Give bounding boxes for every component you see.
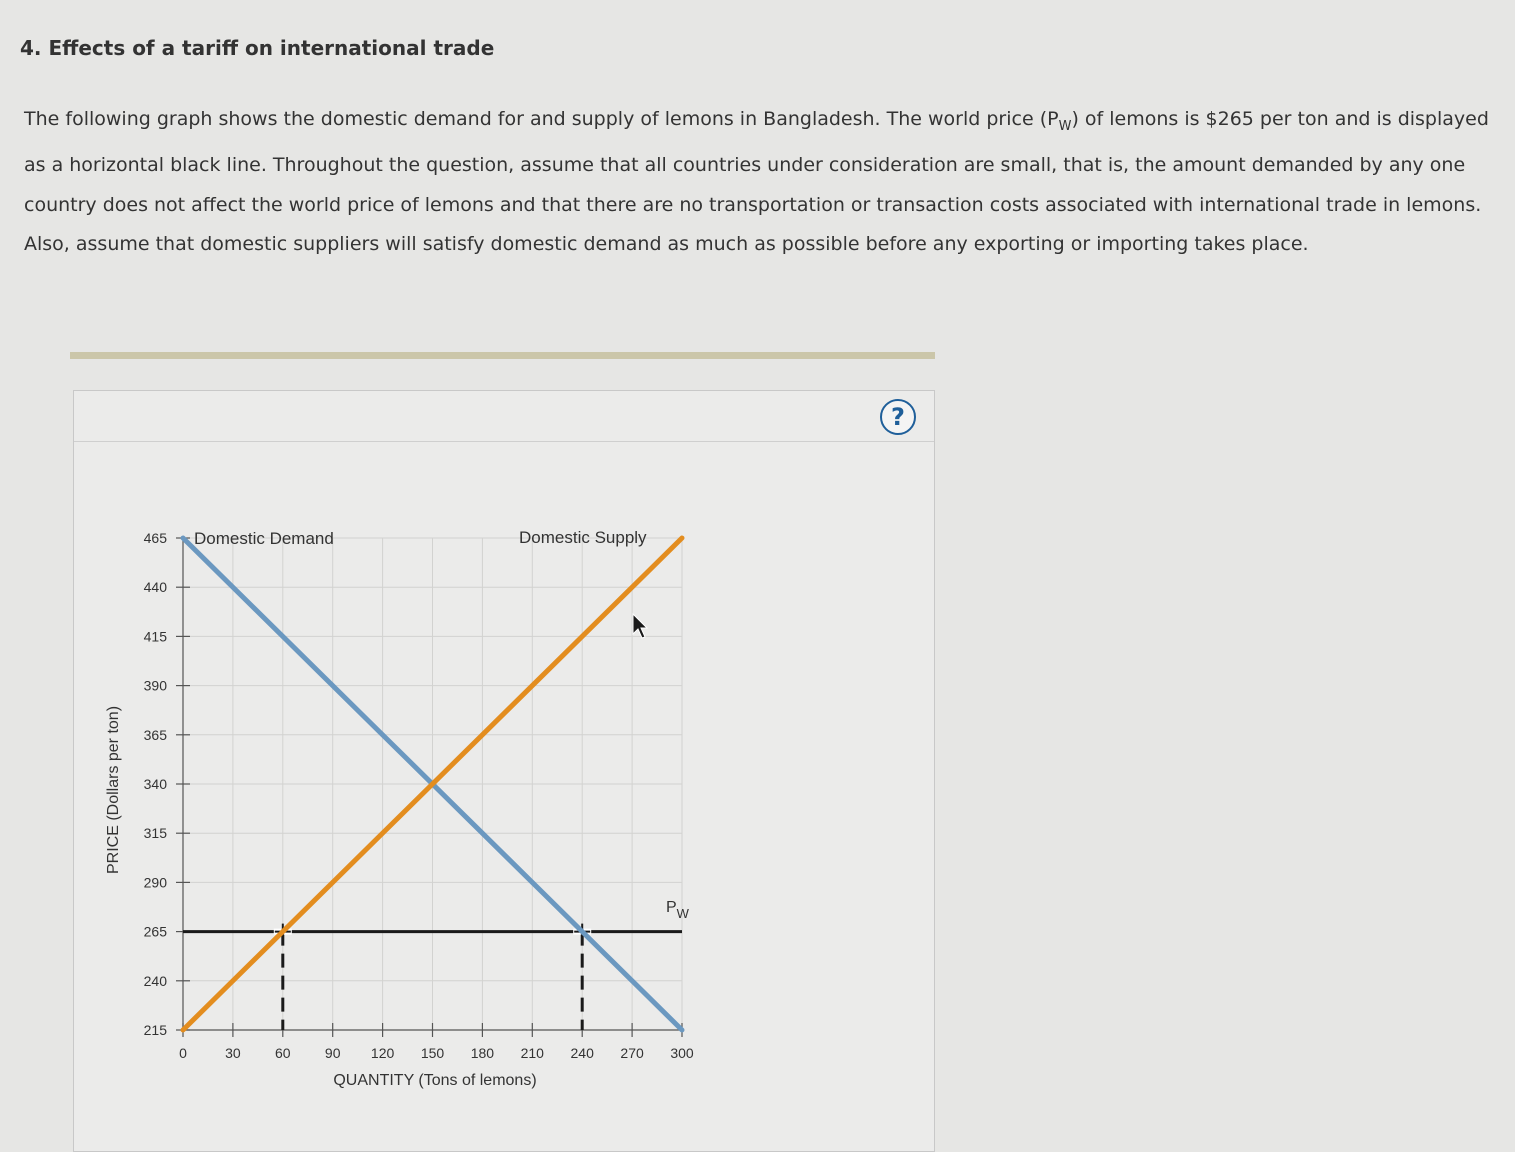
- x-tick-label: 90: [324, 1045, 341, 1061]
- y-tick-label: 215: [143, 1022, 167, 1038]
- intro-text-a: The following graph shows the domestic demand for and supply of lemons in Bangladesh. The world price (P: [24, 108, 1059, 130]
- y-tick-label: 315: [143, 825, 167, 842]
- x-tick-label: 0: [179, 1045, 187, 1061]
- help-icon[interactable]: ?: [880, 399, 916, 435]
- mouse-cursor-icon: [633, 614, 647, 638]
- y-tick-label: 240: [143, 972, 167, 989]
- x-tick-label: 30: [225, 1045, 241, 1061]
- x-axis-label: QUANTITY (Tons of lemons): [333, 1072, 537, 1089]
- demand-label: Domestic Demand: [194, 529, 334, 548]
- chart-labels: [105, 528, 690, 1089]
- world-price-label-main: P: [666, 899, 677, 916]
- intro-text-b: ) of lemons is $265 per ton and is displayed as a horizontal black line. Throughout the question, assume that all countries under consideration are small, that is, the amount demanded by any one country does not affect the world price of lemons and that there are no transportation or transaction costs associated with international trade in lemons. Also, assume that domestic suppliers will satisfy domestic demand as much as possible before any exporting or importing takes place.: [24, 108, 1489, 256]
- world-price-label: [666, 899, 690, 921]
- supply-label: Domestic Supply: [519, 528, 647, 547]
- y-tick-label: 465: [143, 530, 167, 546]
- x-tick-label: 270: [620, 1045, 644, 1061]
- y-axis-label: PRICE (Dollars per ton): [105, 705, 122, 875]
- x-tick-label: 300: [670, 1045, 694, 1061]
- x-tick-label: 240: [570, 1045, 594, 1061]
- question-title: 4. Effects of a tariff on international trade: [20, 36, 495, 60]
- x-tick-label: 120: [370, 1045, 395, 1061]
- intro-subscript: W: [1058, 118, 1072, 134]
- y-tick-label: 265: [143, 923, 167, 940]
- y-tick-label: 340: [143, 776, 167, 792]
- y-tick-label: 440: [143, 579, 167, 596]
- x-tick-label: 180: [470, 1045, 495, 1061]
- world-price-label-sub: W: [676, 906, 689, 921]
- y-tick-label: 365: [143, 726, 167, 743]
- x-tick-label: 60: [275, 1045, 291, 1061]
- y-tick-label: 415: [143, 628, 167, 645]
- x-tick-label: 210: [520, 1045, 544, 1061]
- y-tick-label: 390: [143, 677, 167, 694]
- x-tick-label: 150: [420, 1045, 445, 1061]
- y-tick-label: 290: [143, 874, 167, 891]
